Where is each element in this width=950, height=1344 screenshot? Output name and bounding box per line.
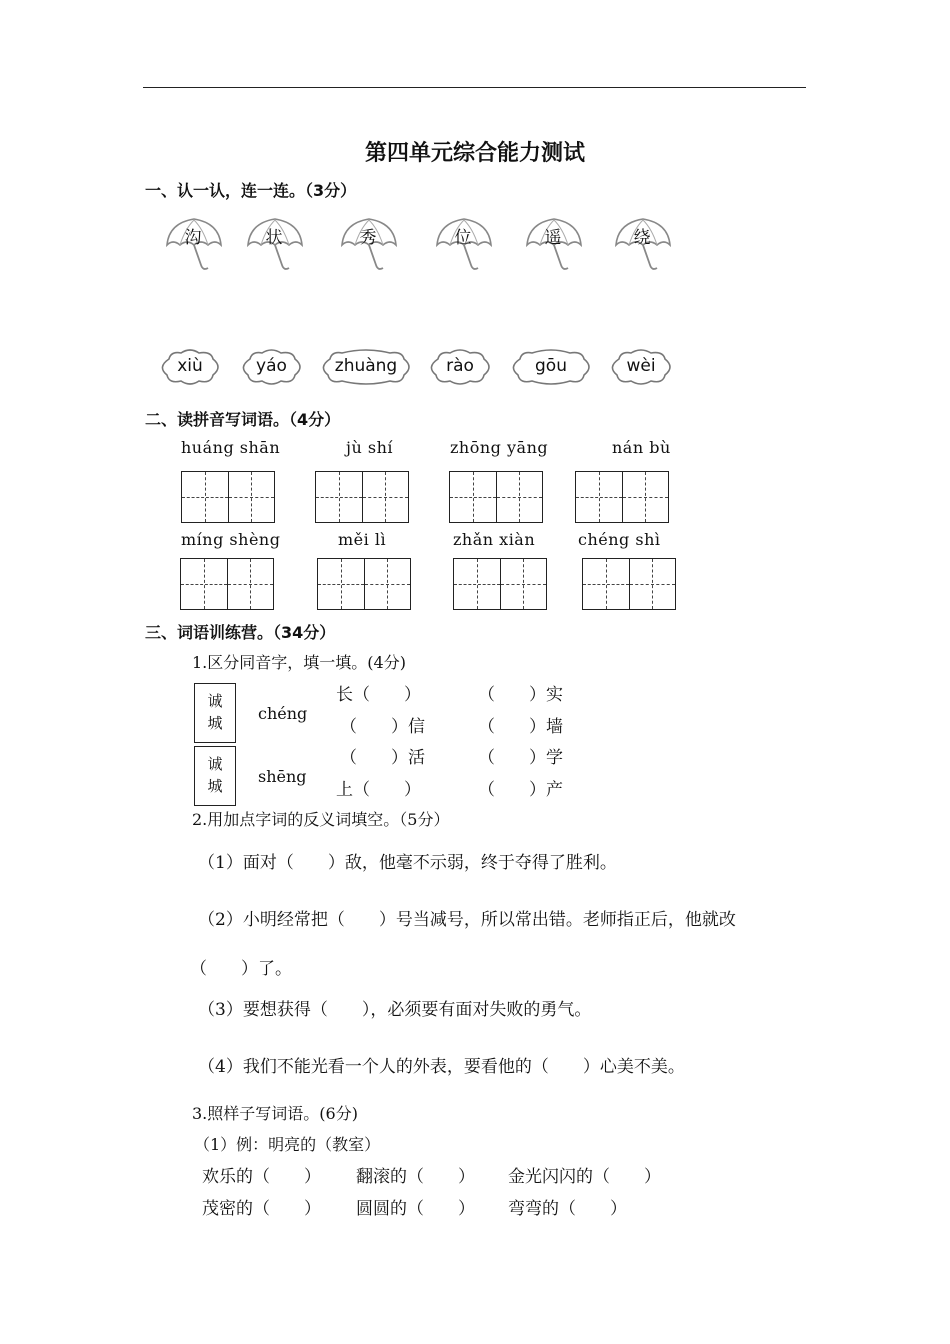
pinyin-cloud[interactable] xyxy=(320,349,412,385)
fill-blank[interactable]: （ ）墙 xyxy=(478,717,563,737)
box-char: 诚 xyxy=(207,692,223,710)
section1-heading: 一、认一认，连一连。（3分） xyxy=(145,181,357,200)
fill-blank[interactable]: （ ）实 xyxy=(478,685,563,705)
page-title: 第四单元综合能力测试 xyxy=(364,141,585,166)
pinyin-cloud[interactable] xyxy=(609,349,673,385)
umbrella-card[interactable] xyxy=(163,215,225,279)
pinyin-cloud[interactable] xyxy=(510,349,592,385)
q3-blank[interactable]: 圆圆的（ ） xyxy=(356,1199,475,1219)
section3-heading: 三、词语训练营。（34分） xyxy=(145,623,336,642)
umbrella-card[interactable] xyxy=(338,215,400,279)
pinyin-cloud[interactable] xyxy=(428,349,492,385)
q3-blank[interactable]: 茂密的（ ） xyxy=(202,1199,321,1219)
cloud-pinyin: xiù xyxy=(177,356,203,376)
q2-heading: 2.用加点字词的反义词填空。（5分） xyxy=(192,810,450,829)
cloud-pinyin: gōu xyxy=(535,356,567,376)
box-char: 城 xyxy=(207,714,223,732)
pinyin-label: míng shèng xyxy=(181,530,281,549)
q1-heading: 1.区分同音字，填一填。(4分) xyxy=(192,653,406,672)
cloud-pinyin: zhuàng xyxy=(334,356,398,376)
q3-blank[interactable]: 翻滚的（ ） xyxy=(356,1167,475,1187)
umbrella-char: 位 xyxy=(454,228,472,248)
q2-item[interactable]: （3）要想获得（ ），必须要有面对失败的勇气。 xyxy=(198,1000,592,1020)
q2-item[interactable]: （2）小明经常把（ ）号当减号，所以常出错。老师指正后，他就改 xyxy=(198,910,736,930)
q3-heading: 3.照样子写词语。(6分) xyxy=(192,1104,358,1123)
cloud-pinyin: yáo xyxy=(256,356,287,376)
umbrella-card[interactable] xyxy=(612,215,674,279)
writing-grid[interactable] xyxy=(449,471,543,523)
pinyin-label: nán bù xyxy=(612,438,671,457)
header-rule xyxy=(143,87,806,88)
umbrella-char: 绕 xyxy=(633,228,651,248)
char-box xyxy=(194,683,236,743)
umbrella-card[interactable] xyxy=(433,215,495,279)
box-char: 城 xyxy=(207,777,223,795)
pinyin-label: zhǎn xiàn xyxy=(453,530,536,549)
fill-blank[interactable]: 长（ ） xyxy=(336,685,421,705)
section2-heading: 二、读拼音写词语。（4分） xyxy=(145,410,341,429)
writing-grid[interactable] xyxy=(181,471,275,523)
umbrella-char: 遥 xyxy=(544,228,562,248)
fill-blank[interactable]: 上（ ） xyxy=(336,780,421,800)
group-pinyin: chéng xyxy=(258,704,308,723)
pinyin-label: chéng shì xyxy=(578,530,661,549)
q3-example: （1）例：明亮的（教室） xyxy=(194,1135,381,1154)
char-box xyxy=(194,746,236,806)
box-char: 诚 xyxy=(207,755,223,773)
writing-grid[interactable] xyxy=(453,558,547,610)
fill-blank[interactable]: （ ）产 xyxy=(478,780,563,800)
group-pinyin: shēng xyxy=(258,767,307,786)
q2-item[interactable]: （4）我们不能光看一个人的外表，要看他的（ ）心美不美。 xyxy=(198,1057,685,1077)
pinyin-cloud[interactable] xyxy=(240,349,303,385)
umbrella-char: 沟 xyxy=(184,228,202,248)
fill-blank[interactable]: （ ）信 xyxy=(340,717,425,737)
fill-blank[interactable]: （ ）学 xyxy=(478,748,563,768)
writing-grid[interactable] xyxy=(315,471,409,523)
cloud-pinyin: wèi xyxy=(626,356,656,376)
umbrella-char: 状 xyxy=(265,228,283,248)
pinyin-label: zhōng yāng xyxy=(450,438,549,457)
q2-item[interactable]: （ ）了。 xyxy=(190,959,292,979)
cloud-pinyin: rào xyxy=(446,356,474,376)
writing-grid[interactable] xyxy=(317,558,411,610)
q2-item[interactable]: （1）面对（ ）敌，他毫不示弱，终于夺得了胜利。 xyxy=(198,853,617,873)
q3-blank[interactable]: 欢乐的（ ） xyxy=(202,1167,321,1187)
pinyin-label: huáng shān xyxy=(181,438,281,457)
umbrella-card[interactable] xyxy=(523,215,585,279)
pinyin-label: jù shí xyxy=(346,438,393,457)
umbrella-card[interactable] xyxy=(244,215,306,279)
writing-grid[interactable] xyxy=(180,558,274,610)
pinyin-label: měi lì xyxy=(338,530,387,549)
writing-grid[interactable] xyxy=(582,558,676,610)
fill-blank[interactable]: （ ）活 xyxy=(340,748,425,768)
umbrella-char: 秀 xyxy=(359,228,377,248)
writing-grid[interactable] xyxy=(575,471,669,523)
q3-blank[interactable]: 金光闪闪的（ ） xyxy=(508,1167,661,1187)
q3-blank[interactable]: 弯弯的（ ） xyxy=(508,1199,627,1219)
pinyin-cloud[interactable] xyxy=(159,349,221,385)
